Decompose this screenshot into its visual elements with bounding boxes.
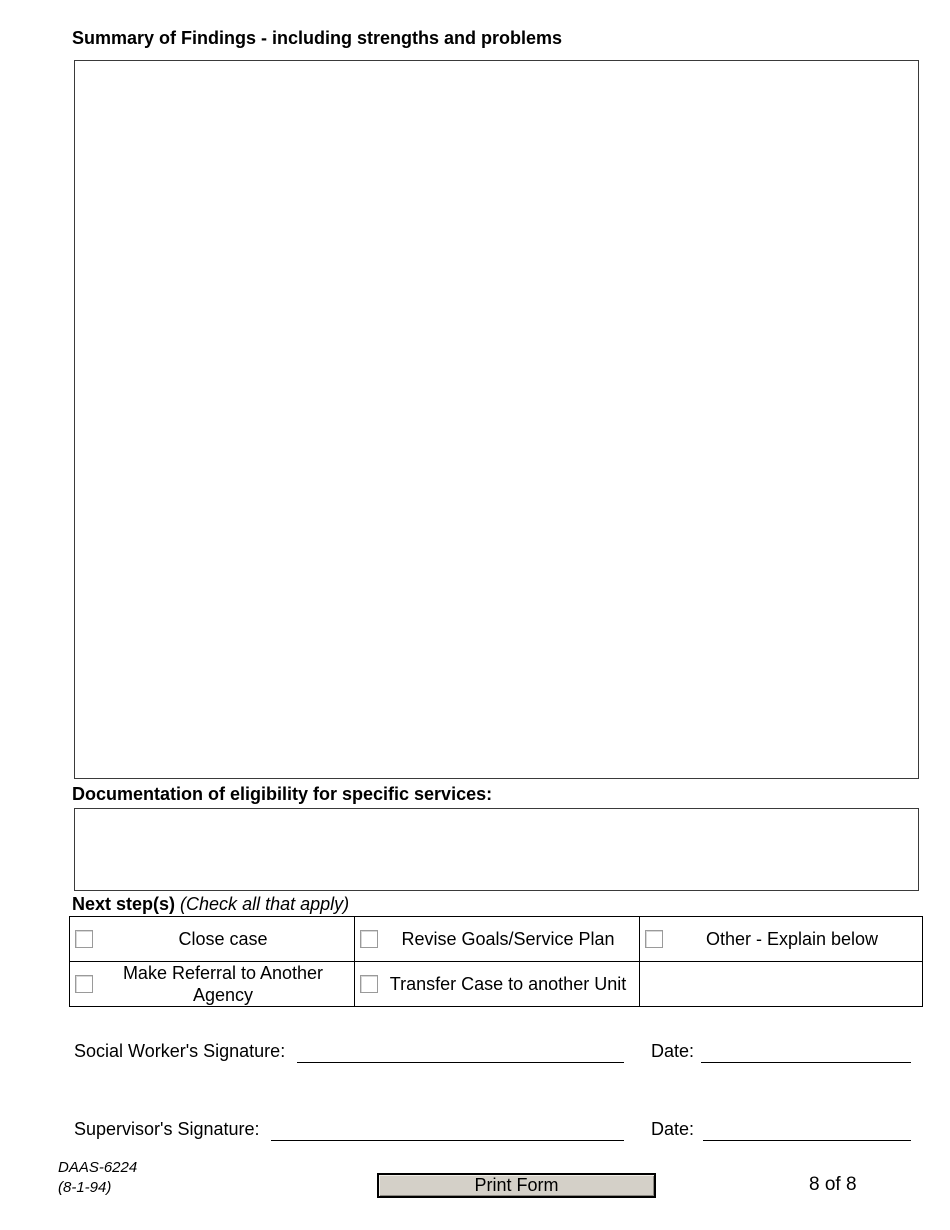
make-referral-checkbox[interactable] <box>75 975 93 993</box>
page-number: 8 of 8 <box>809 1174 857 1195</box>
close-case-label: Close case <box>178 929 268 949</box>
empty-cell <box>640 962 923 1007</box>
summary-heading: Summary of Findings - including strengths and problems <box>72 28 563 48</box>
next-steps-table <box>69 916 923 1007</box>
revise-goals-checkbox[interactable] <box>360 930 378 948</box>
option-make-referral[interactable] <box>70 962 355 1007</box>
other-checkbox[interactable] <box>645 930 663 948</box>
eligibility-textarea[interactable] <box>74 808 919 891</box>
next-steps-label: Next step(s) <box>72 894 176 914</box>
supervisor-signature-label: Supervisor's Signature: <box>74 1119 260 1139</box>
social-worker-date-field[interactable] <box>701 1062 911 1063</box>
next-steps-hint: (Check all that apply) <box>180 894 350 914</box>
social-worker-signature-label: Social Worker's Signature: <box>74 1041 286 1061</box>
option-revise-goals[interactable] <box>355 917 640 962</box>
supervisor-date-field[interactable] <box>703 1140 911 1141</box>
close-case-checkbox[interactable] <box>75 930 93 948</box>
social-worker-signature-field[interactable] <box>297 1062 624 1063</box>
option-close-case[interactable] <box>70 917 355 962</box>
option-transfer-case[interactable] <box>355 962 640 1007</box>
summary-textarea[interactable] <box>74 60 919 779</box>
form-revision-date: (8-1-94) <box>58 1179 112 1196</box>
print-form-button[interactable]: Print Form <box>377 1173 656 1198</box>
make-referral-label: Make Referral to Another Agency <box>122 963 324 1005</box>
form-identifier <box>58 1158 137 1198</box>
other-label: Other - Explain below <box>705 929 879 949</box>
next-steps-heading <box>72 894 349 915</box>
supervisor-date-label: Date: <box>651 1119 695 1139</box>
eligibility-heading: Documentation of eligibility for specific services: <box>72 784 493 804</box>
transfer-case-label: Transfer Case to another Unit <box>389 974 627 994</box>
revise-goals-label: Revise Goals/Service Plan <box>401 929 615 949</box>
transfer-case-checkbox[interactable] <box>360 975 378 993</box>
option-other[interactable] <box>640 917 923 962</box>
social-worker-date-label: Date: <box>651 1041 695 1061</box>
supervisor-signature-field[interactable] <box>271 1140 624 1141</box>
form-id: DAAS-6224 <box>58 1159 138 1176</box>
